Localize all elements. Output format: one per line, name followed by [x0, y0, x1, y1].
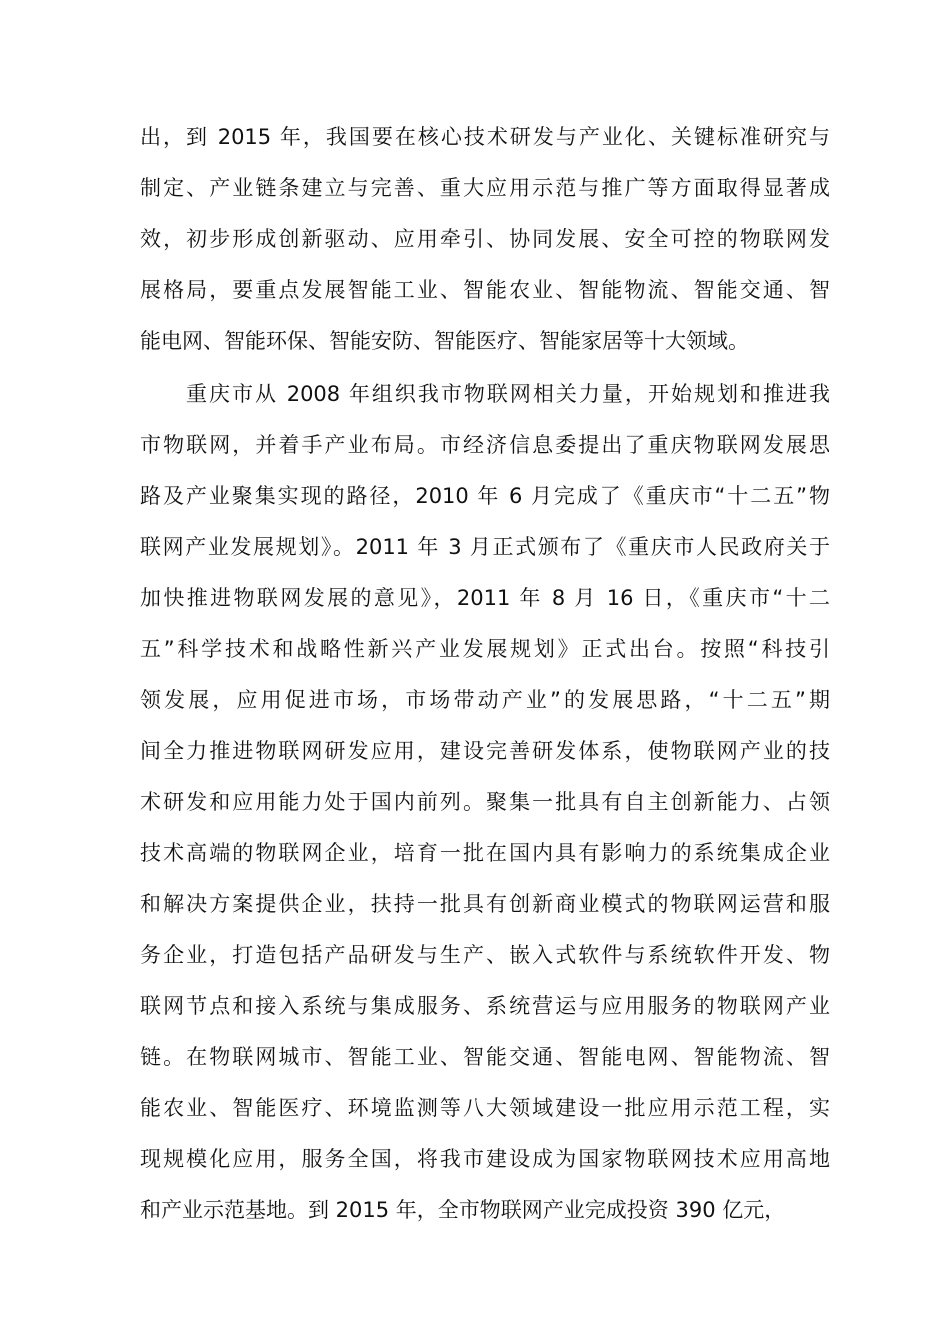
text-line: 路及产业聚集实现的路径，2010 年 6 月完成了《重庆市“十二五”物 [140, 484, 830, 508]
text-line: 间全力推进物联网研发应用，建设完善研发体系，使物联网产业的技 [140, 739, 830, 763]
body-text [140, 112, 830, 1236]
text-line: 领发展，应用促进市场，市场带动产业”的发展思路，“十二五”期 [140, 688, 830, 712]
text-line: 技术高端的物联网企业，培育一批在国内具有影响力的系统集成企业 [140, 841, 830, 865]
text-line: 务企业，打造包括产品研发与生产、嵌入式软件与系统软件开发、物 [140, 943, 830, 967]
text-line: 效，初步形成创新驱动、应用牵引、协同发展、安全可控的物联网发 [140, 227, 830, 251]
text-line: 展格局，要重点发展智能工业、智能农业、智能物流、智能交通、智 [140, 278, 830, 302]
text-line: 出，到 2015 年，我国要在核心技术研发与产业化、关键标准研究与 [140, 125, 830, 149]
text-line: 制定、产业链条建立与完善、重大应用示范与推广等方面取得显著成 [140, 176, 830, 200]
text-line: 五”科学技术和战略性新兴产业发展规划》正式出台。按照“科技引 [140, 637, 830, 661]
text-line: 联网产业发展规划》。2011 年 3 月正式颁布了《重庆市人民政府关于 [140, 535, 830, 559]
text-line: 和产业示范基地。到 2015 年，全市物联网产业完成投资 390 亿元， [140, 1198, 786, 1222]
text-line: 能电网、智能环保、智能安防、智能医疗、智能家居等十大领域。 [140, 329, 749, 353]
text-line: 市物联网，并着手产业布局。市经济信息委提出了重庆物联网发展思 [140, 433, 830, 457]
paragraph-2 [140, 369, 830, 1236]
text-line: 联网节点和接入系统与集成服务、系统营运与应用服务的物联网产业 [140, 994, 830, 1018]
text-line: 术研发和应用能力处于国内前列。聚集一批具有自主创新能力、占领 [140, 790, 830, 814]
paragraph-1 [140, 112, 830, 367]
text-line: 和解决方案提供企业，扶持一批具有创新商业模式的物联网运营和服 [140, 892, 830, 916]
text-line: 现规模化应用，服务全国，将我市建设成为国家物联网技术应用高地 [140, 1147, 830, 1171]
text-line: 链。在物联网城市、智能工业、智能交通、智能电网、智能物流、智 [140, 1045, 830, 1069]
text-line: 重庆市从 2008 年组织我市物联网相关力量，开始规划和推进我 [186, 382, 830, 406]
text-line: 能农业、智能医疗、环境监测等八大领域建设一批应用示范工程，实 [140, 1096, 830, 1120]
text-line: 加快推进物联网发展的意见》，2011 年 8 月 16 日，《重庆市“十二 [140, 586, 830, 610]
